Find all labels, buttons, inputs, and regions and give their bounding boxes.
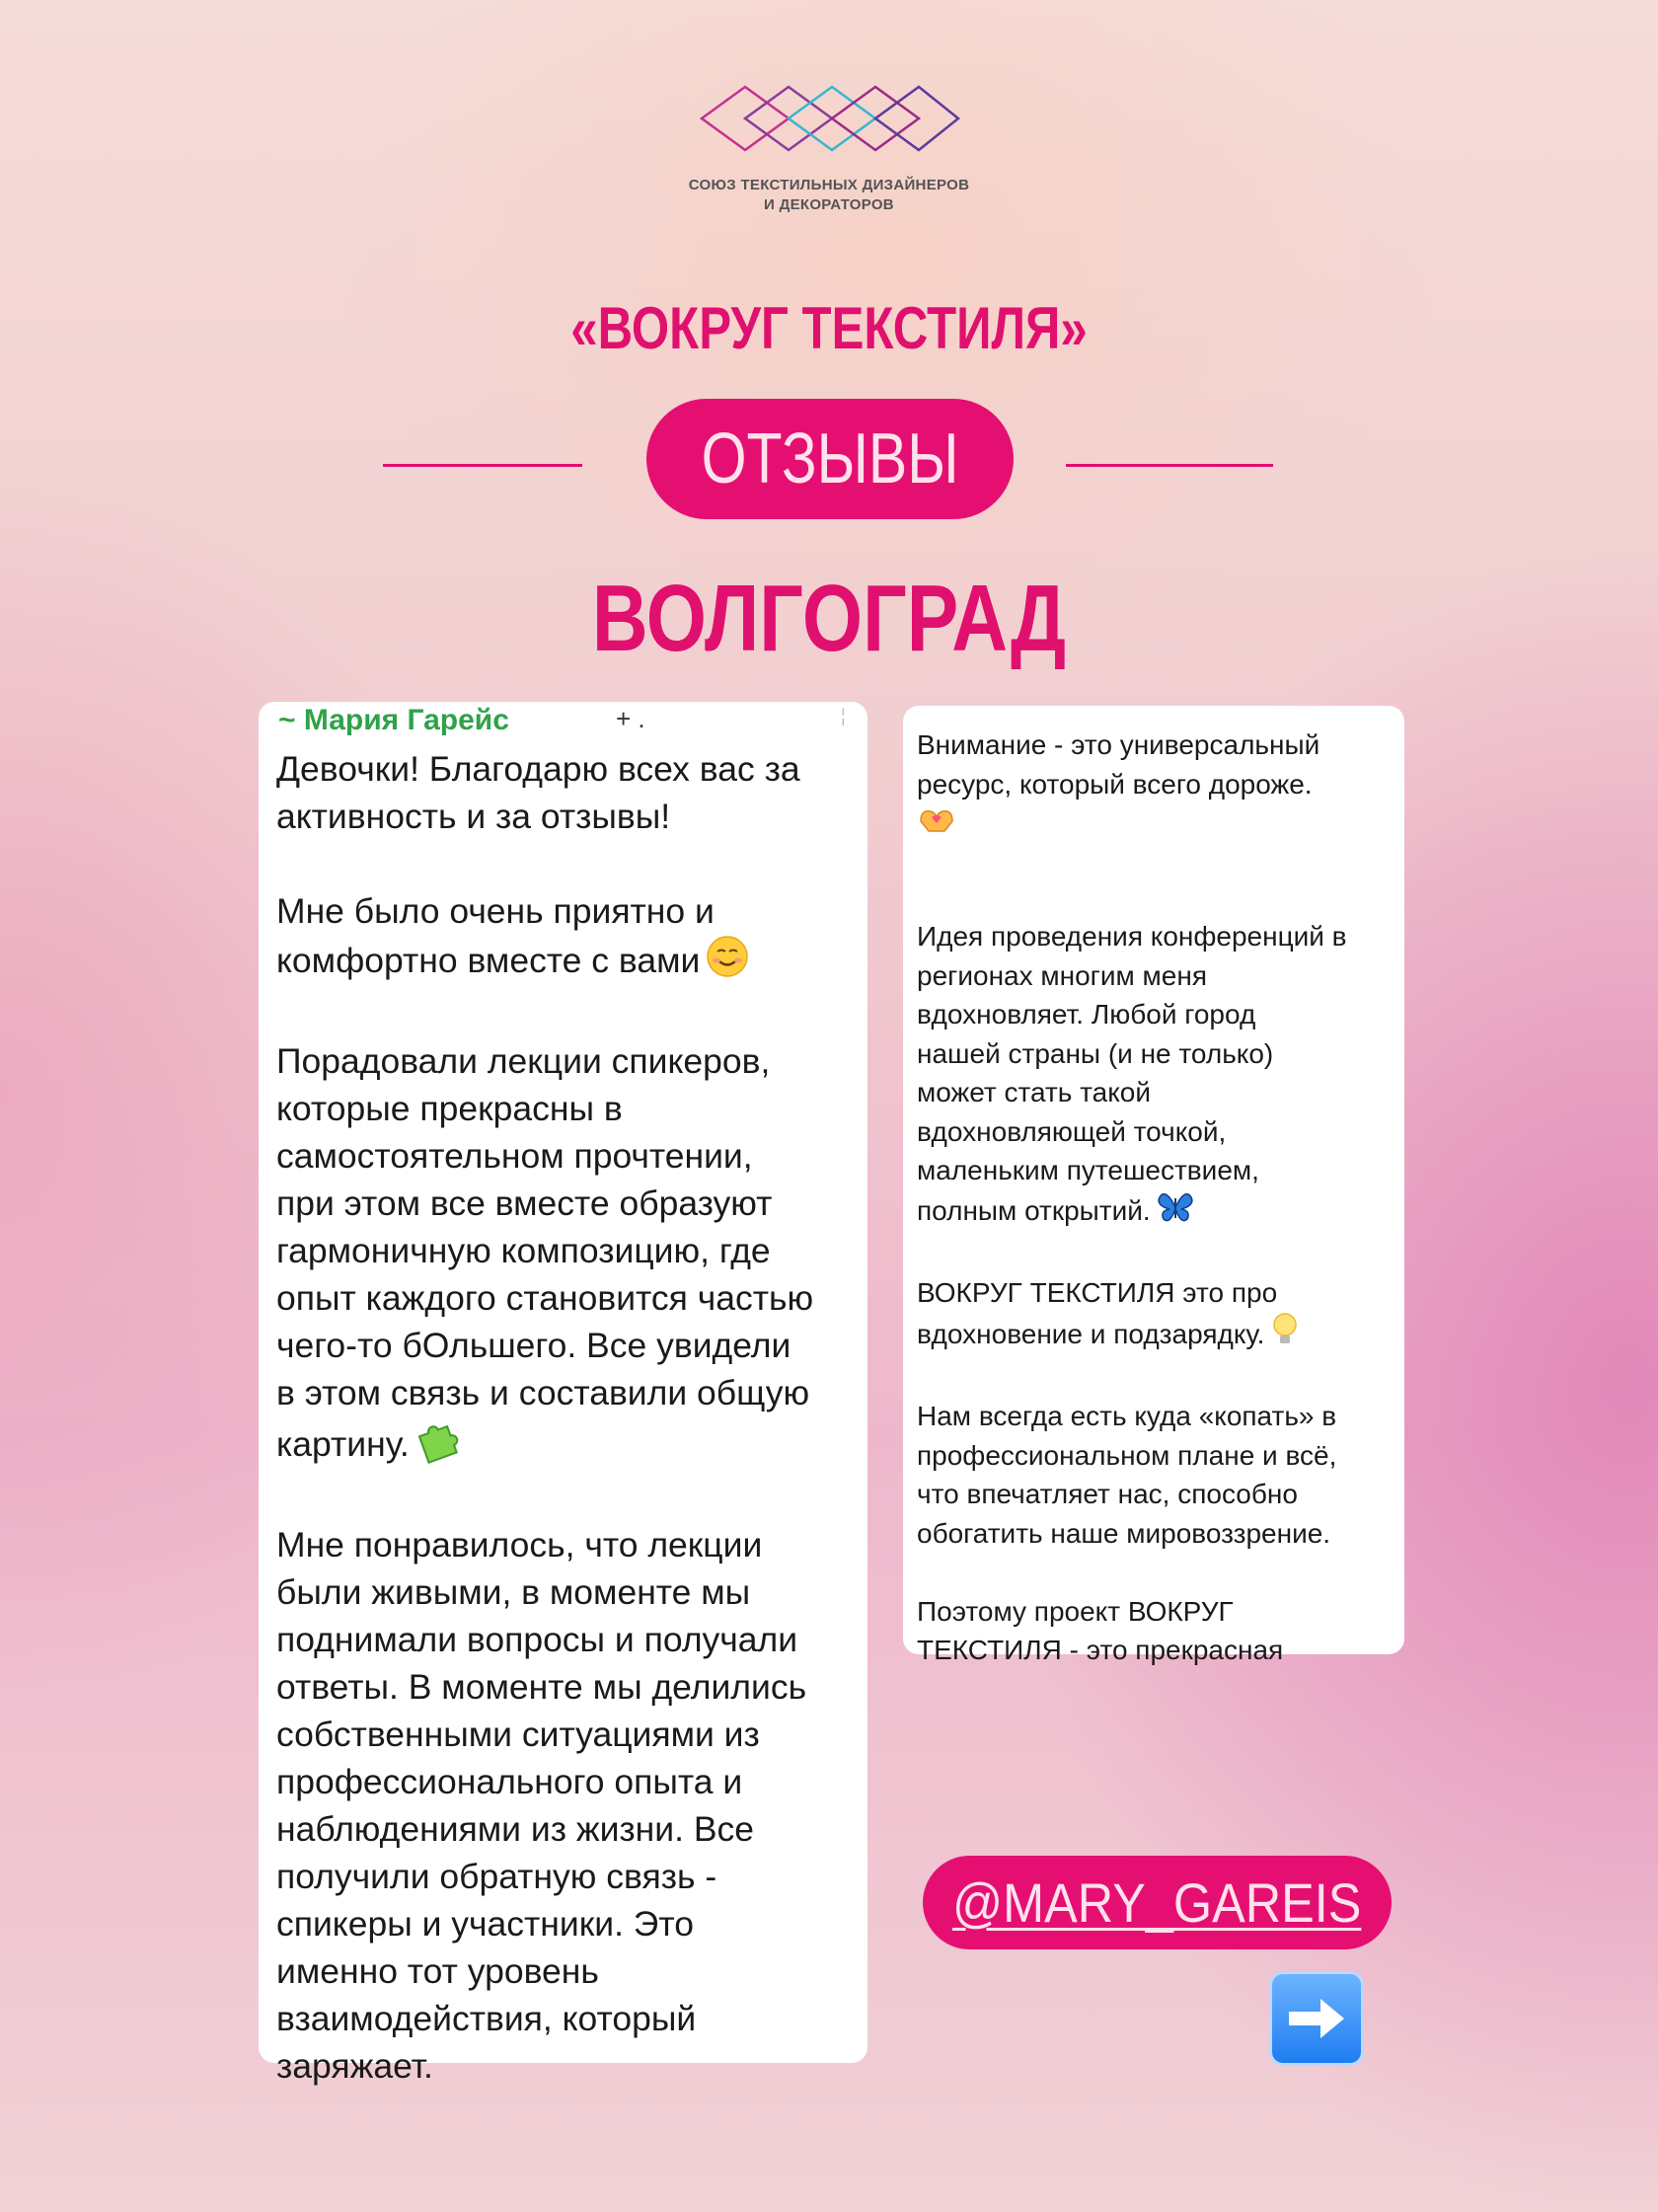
puzzle-piece-icon: [415, 1416, 461, 1474]
review-left-para-2: [276, 887, 859, 990]
smiling-face-icon: [706, 935, 749, 990]
review-left-para-3: [276, 1037, 859, 1474]
review-right-text: [917, 725, 1400, 1670]
review-right-para-2: [917, 917, 1400, 1234]
union-logo: [671, 79, 987, 215]
review-left-para-3-text: Порадовали лекции спикеров, которые прекрасны в самостоятельном прочтении, при этом все вместе образуют гармоничную композицию, где опыт каждого становится частью чего-то бОльшего. Все увидели в этом связь и составили общую картину.: [276, 1041, 814, 1464]
status-dots: + .: [616, 704, 645, 733]
review-right-para-1: Внимание - это универсальный ресурс, который всего дороже.: [917, 729, 1320, 800]
review-left-text: [276, 745, 859, 2090]
review-left-para-2-text: Мне было очень приятно и комфортно вместе с вами: [276, 891, 715, 980]
event-title: «ВОКРУГ ТЕКСТИЛЯ»: [570, 295, 1088, 361]
reviews-label: ОТЗЫВЫ: [701, 420, 959, 498]
instagram-handle-button[interactable]: [923, 1856, 1392, 1949]
review-left-para-1: Девочки! Благодарю всех вас за активность и за отзывы!: [276, 749, 800, 836]
review-right-para-5: Поэтому проект ВОКРУГ ТЕКСТИЛЯ - это прекрасная: [917, 1595, 1284, 1665]
instagram-handle-label: @MARY_GAREIS: [952, 1871, 1362, 1934]
review-card-left: [259, 702, 867, 2086]
review-right-para-4: Нам всегда есть куда «копать» в профессиональном плане и всё, что впечатляет нас, способно обогатить наше мировоззрение.: [917, 1401, 1337, 1549]
next-arrow-button[interactable]: [1269, 1971, 1364, 2066]
heart-hands-icon: [917, 803, 1400, 839]
divider-right: [1066, 464, 1273, 467]
review-author: ~ Мария Гарейс: [278, 704, 509, 736]
logo-text-line1: СОЮЗ ТЕКСТИЛЬНЫХ ДИЗАЙНЕРОВ: [688, 177, 970, 193]
logo-text-line2: И ДЕКОРАТОРОВ: [764, 196, 894, 213]
review-card-right: [903, 706, 1404, 1665]
review-right-para-3-text: ВОКРУГ ТЕКСТИЛЯ это про вдохновение и подзарядку.: [917, 1276, 1278, 1349]
diamonds-logo-icon: [696, 79, 962, 168]
review-left-para-4: Мне понравилось, что лекции были живыми, в моменте мы поднимали вопросы и получали ответы. В моменте мы делились собственными ситуациями из профессионального опыта и наблюдениями из жизни. Все получили обратную связь - спикеры и участники. Это именно тот уровень взаимодействия, который заряжает.: [276, 1525, 807, 2086]
review-right-para-2-text: Идея проведения конференций в регионах многим меня вдохновляет. Любой город нашей страны (и не только) может стать такой вдохновляющей точкой, маленьким путешествием, полным открытий.: [917, 921, 1347, 1226]
butterfly-icon: [1157, 1190, 1194, 1235]
edge-mark: ¦: [841, 706, 846, 725]
right-arrow-icon: [1285, 1995, 1348, 2042]
review-right-para-3: [917, 1273, 1400, 1358]
light-bulb-icon: [1270, 1312, 1300, 1358]
city-title: ВОЛГОГРАД: [591, 566, 1067, 671]
reviews-badge: [646, 399, 1014, 519]
divider-left: [383, 464, 582, 467]
